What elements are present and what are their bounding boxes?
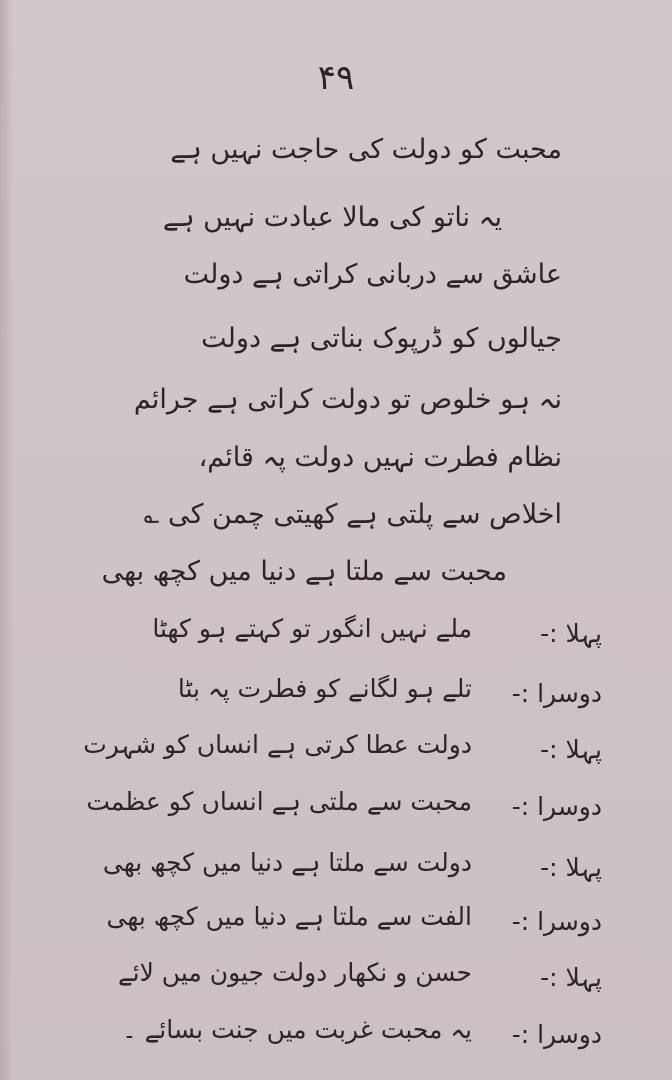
dialogue-line: حسن و نکھار دولت جیون میں لائے <box>118 958 472 987</box>
speaker-label: دوسرا :- <box>511 1020 602 1049</box>
dialogue-line: تلے ہو لگانے کو فطرت پہ بٹا <box>177 674 472 703</box>
speaker-label: دوسرا :- <box>511 907 602 936</box>
speaker-label: دوسرا :- <box>511 792 602 821</box>
dialogue-line: دولت عطا کرتی ہے انساں کو شہرت <box>83 730 472 759</box>
verse-line: محبت سے ملتا ہے دنیا میں کچھ بھی <box>101 556 507 587</box>
verse-line: عاشق سے دربانی کراتی ہے دولت <box>183 259 562 290</box>
dialogue-line: ملے نہیں انگور تو کہتے ہو کھٹا <box>152 614 472 643</box>
verse-line: نہ ہو خلوص تو دولت کراتی ہے جرائم <box>133 384 562 415</box>
speaker-label: دوسرا :- <box>511 679 602 708</box>
speaker-label: پہلا :- <box>540 963 602 992</box>
dialogue-line: دولت سے ملتا ہے دنیا میں کچھ بھی <box>102 848 472 877</box>
verse-line: نظام فطرت نہیں دولت پہ قائم، <box>198 442 562 473</box>
verse-line: محبت کو دولت کی حاجت نہیں ہے <box>170 134 562 165</box>
dialogue-line: الفت سے ملتا ہے دنیا میں کچھ بھی <box>106 902 472 931</box>
dialogue-line: محبت سے ملتی ہے انساں کو عظمت <box>86 787 472 816</box>
speaker-label: پہلا :- <box>540 735 602 764</box>
verse-line: جیالوں کو ڈرپوک بناتی ہے دولت <box>201 323 562 354</box>
page-number: ۴۹ <box>317 58 355 98</box>
dialogue-line: یہ محبت غربت میں جنت بسائے ۔ <box>122 1015 472 1044</box>
verse-line: یہ ناتو کی مالا عبادت نہیں ہے <box>162 202 502 233</box>
verse-line: اخلاص سے پلتی ہے کھیتی چمن کی ؎ <box>143 499 562 530</box>
speaker-label: پہلا :- <box>540 619 602 648</box>
speaker-label: پہلا :- <box>540 853 602 882</box>
